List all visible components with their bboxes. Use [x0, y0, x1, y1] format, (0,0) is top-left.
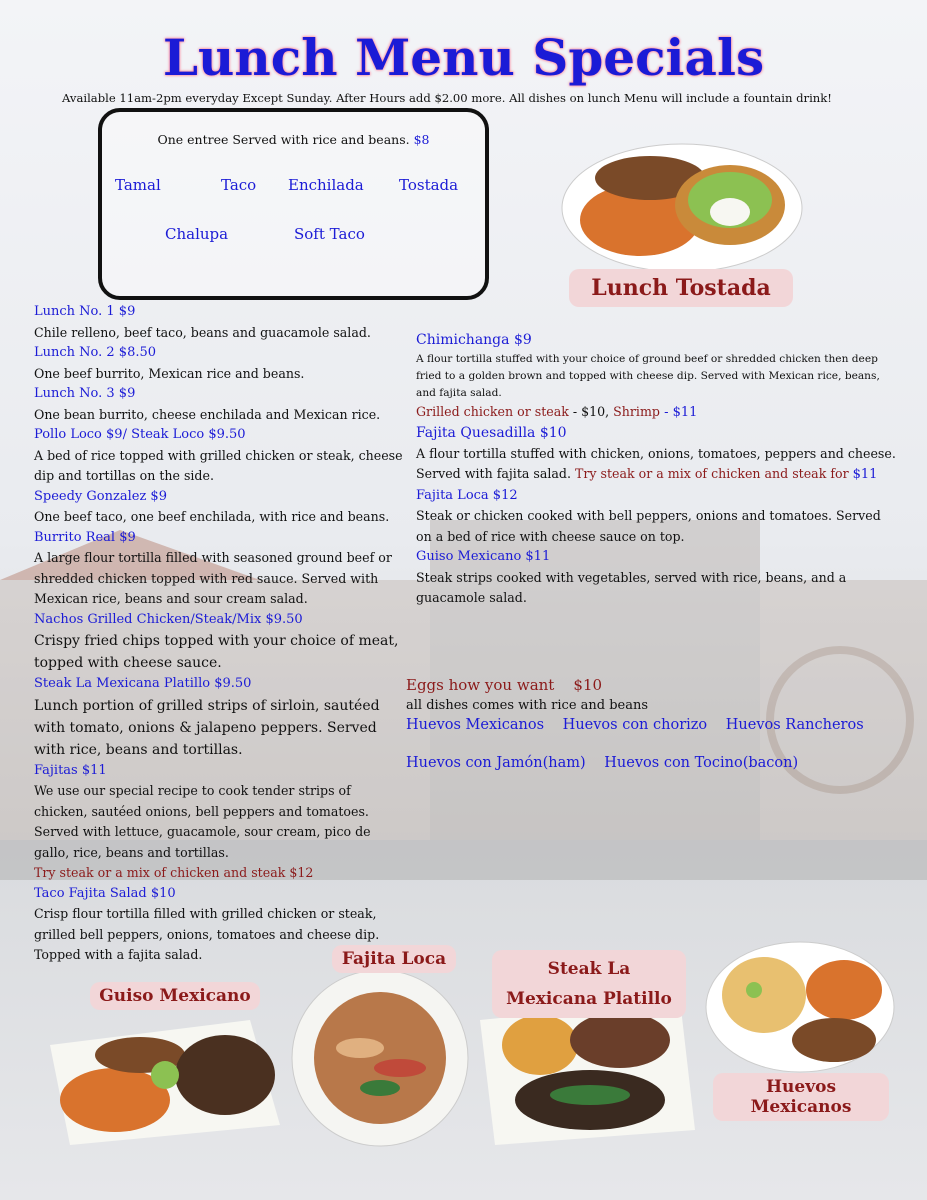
item-desc-guiso-mexicano: Steak strips cooked with vegetables, served with rice, beans, and a guacamole salad.: [416, 569, 847, 605]
item-desc-lunch-2: One beef burrito, Mexican rice and beans.: [34, 365, 305, 381]
eggs-section: [406, 676, 906, 771]
grilled-option: Grilled chicken or steak: [416, 403, 569, 419]
entree-option-chalupa: Chalupa: [165, 225, 229, 243]
entree-option-tostada: Tostada: [399, 176, 459, 194]
guiso-mexicano-label: Guiso Mexicano: [90, 982, 260, 1010]
steak-la-mexicana-photo: [480, 1000, 695, 1145]
item-name-lunch-2: Lunch No. 2 $8.50: [34, 345, 157, 360]
eggs-subtitle: all dishes comes with rice and beans: [406, 698, 649, 713]
fajita-quesadilla-desc-text: A flour tortilla stuffed with chicken, onions, tomatoes, peppers and cheese. Served with fajita salad.: [416, 445, 896, 481]
eggs-option: Huevos con Jamón(ham): [406, 755, 586, 771]
eggs-heading-text: Eggs how you want: [406, 676, 555, 694]
huevos-mexicanos-label: Huevos Mexicanos: [713, 1073, 889, 1121]
item-name-speedy-gonzalez: Speedy Gonzalez $9: [34, 488, 167, 504]
item-desc-fajita-quesadilla: [416, 444, 896, 486]
guiso-mexicano-photo: [50, 1015, 280, 1145]
eggs-option: Huevos Mexicanos: [406, 717, 545, 733]
item-name-taco-fajita-salad: Taco Fajita Salad $10: [34, 885, 176, 901]
left-menu-column: [34, 302, 406, 966]
item-name-steak-la-mexicana: Steak La Mexicana Platillo $9.50: [34, 676, 252, 691]
item-desc-chimichanga: A flour tortilla stuffed with your choice of ground beef or shredded chicken then deep fried to a golden brown and topped with cheese dip. Served with Mexican rice, beans, and fajita salad.: [416, 352, 880, 399]
entree-line: [102, 132, 485, 147]
lunch-tostada-label: Lunch Tostada: [569, 269, 793, 307]
entree-box: [98, 108, 489, 300]
item-name-nachos: Nachos Grilled Chicken/Steak/Mix $9.50: [34, 611, 303, 627]
fajita-loca-label: Fajita Loca: [332, 945, 456, 973]
eggs-options-row-1: [406, 717, 906, 733]
item-desc-burrito-real: A large flour tortilla filled with seasoned ground beef or shredded chicken topped with red sauce. Served with Mexican rice, beans and sour cream salad.: [34, 550, 392, 606]
item-name-fajita-loca: Fajita Loca $12: [416, 487, 518, 503]
item-name-guiso-mexicano: Guiso Mexicano $11: [416, 549, 551, 564]
item-extra-fajitas: Try steak or a mix of chicken and steak $12: [34, 865, 314, 880]
item-extra-chimichanga: [416, 402, 896, 424]
eggs-option: Huevos Rancheros: [725, 717, 864, 733]
item-name-burrito-real: Burrito Real $9: [34, 529, 136, 545]
item-name-pollo-loco: Pollo Loco $9/ Steak Loco $9.50: [34, 427, 246, 442]
shrimp-option: Shrimp: [613, 403, 660, 419]
item-desc-nachos: Crispy fried chips topped with your choice of meat, topped with cheese sauce.: [34, 633, 399, 671]
eggs-options-row-2: [406, 755, 906, 771]
item-desc-taco-fajita-salad: Crisp flour tortilla filled with grilled chicken or steak, grilled bell peppers, onions, tomatoes and cheese dip. Topped with a fajita salad.: [34, 906, 380, 962]
item-name-lunch-3: Lunch No. 3 $9: [34, 386, 136, 401]
eggs-option: Huevos con Tocino(bacon): [604, 755, 799, 771]
item-desc-lunch-1: Chile relleno, beef taco, beans and guacamole salad.: [34, 324, 371, 340]
item-name-chimichanga: Chimichanga $9: [416, 332, 532, 348]
item-name-lunch-1: Lunch No. 1 $9: [34, 304, 136, 319]
fajita-quesadilla-extra: Try steak or a mix of chicken and steak for: [574, 466, 849, 481]
item-desc-fajita-loca: Steak or chicken cooked with bell peppers, onions and tomatoes. Served on a bed of rice with cheese sauce on top.: [416, 508, 881, 544]
eggs-option: Huevos con chorizo: [562, 717, 708, 733]
fajita-quesadilla-extra-price: $11: [852, 467, 878, 482]
tostada-plate-photo: [560, 140, 804, 275]
entree-option-enchilada: Enchilada: [288, 176, 364, 194]
entree-option-tamal: Tamal: [115, 176, 161, 194]
page-title: Lunch Menu Specials: [162, 28, 765, 87]
item-name-fajitas: Fajitas $11: [34, 762, 107, 778]
entree-option-soft-taco: Soft Taco: [294, 225, 365, 243]
item-desc-fajitas: We use our special recipe to cook tender strips of chicken, sautéed onions, bell peppers and tomatoes. Served with lettuce, guacamole, sour cream, pico de gallo, rice, beans and tortillas.: [34, 783, 371, 860]
availability-note: Available 11am-2pm everyday Except Sunday. After Hours add $2.00 more. All dishes on lunch Menu will include a fountain drink!: [62, 91, 832, 105]
shrimp-price: - $11: [659, 404, 698, 420]
fajita-loca-photo: [290, 968, 470, 1148]
item-desc-steak-la-mexicana: Lunch portion of grilled strips of sirloin, sautéed with tomato, onions & jalapeno peppers. Served with rice, beans and tortillas.: [34, 697, 380, 758]
grilled-price: - $10,: [568, 403, 614, 419]
entree-option-taco: Taco: [221, 176, 257, 194]
steak-la-mexicana-label: Steak La Mexicana Platillo: [492, 950, 686, 1018]
item-desc-lunch-3: One bean burrito, cheese enchilada and Mexican rice.: [34, 406, 381, 422]
item-desc-pollo-loco: A bed of rice topped with grilled chicken or steak, cheese dip and tortillas on the side.: [34, 447, 403, 483]
item-desc-speedy-gonzalez: One beef taco, one beef enchilada, with rice and beans.: [34, 509, 390, 524]
huevos-mexicanos-photo: [704, 940, 896, 1075]
eggs-price: $10: [573, 676, 603, 694]
right-menu-column: [416, 330, 896, 609]
eggs-heading: [406, 676, 906, 694]
item-name-fajita-quesadilla: Fajita Quesadilla $10: [416, 425, 567, 441]
entree-description: One entree Served with rice and beans.: [157, 132, 410, 147]
entree-price: $8: [413, 132, 430, 147]
